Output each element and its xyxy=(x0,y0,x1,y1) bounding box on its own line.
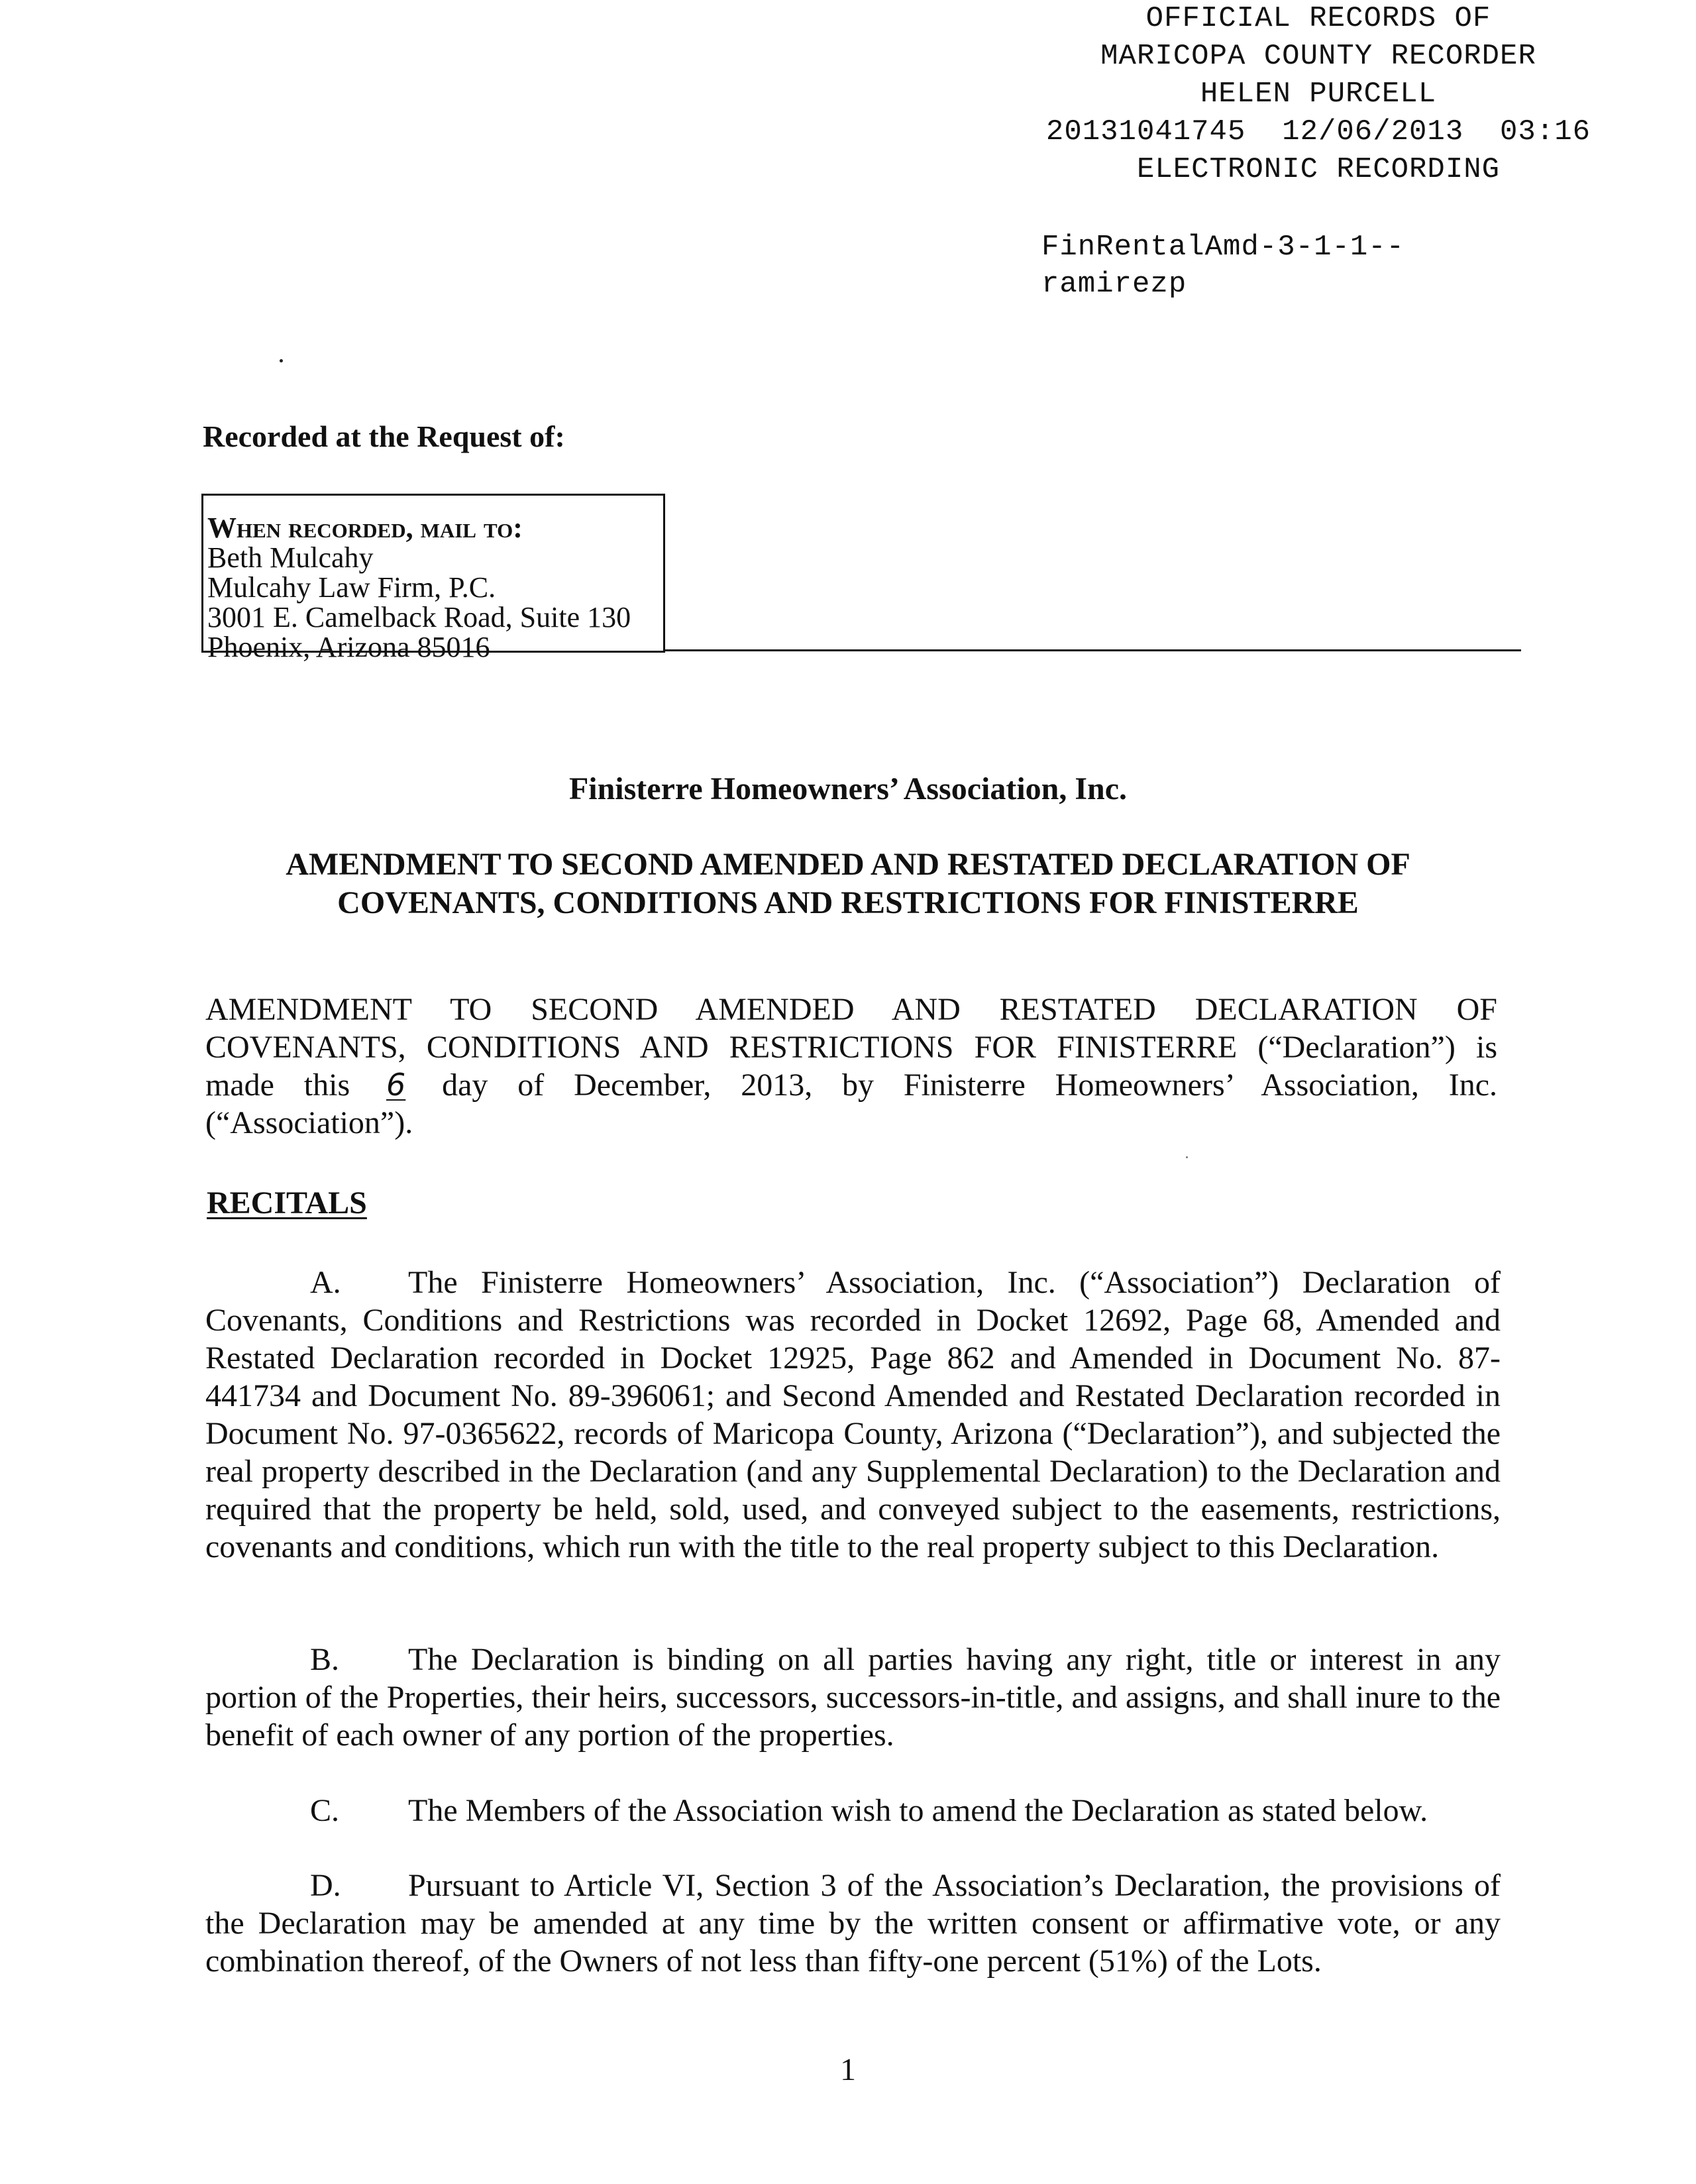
scan-speck xyxy=(280,359,283,362)
recital-letter: A. xyxy=(310,1265,341,1300)
stamp-line-official-records: OFFICIAL RECORDS OF xyxy=(1145,2,1491,35)
recording-stamp xyxy=(954,0,1683,189)
association-title: Finisterre Homeowners’ Association, Inc. xyxy=(568,771,1128,806)
intro-line-1: AMENDMENT TO SECOND AMENDED AND RESTATED DECLARATION OF xyxy=(205,992,1497,1027)
intro-line-4: (“Association”). xyxy=(205,1105,413,1140)
recital-text: Pursuant to Article VI, Section 3 of the Association’s Declaration, the provisions of the Declaration may be amended at any time by the written consent or affirmative vote, or any combination thereof, of the Owners of not less than fifty-one percent (51%) of the Lots. xyxy=(205,1868,1501,1979)
intro-line-2: COVENANTS, CONDITIONS AND RESTRICTIONS FOR FINISTERRE (“Declaration”) is xyxy=(205,1030,1497,1065)
recital-b xyxy=(205,1641,1501,1754)
page-number: 1 xyxy=(840,2052,856,2087)
stamp-operator: ramirezp xyxy=(1041,268,1187,301)
mail-to-heading: When recorded, mail to: xyxy=(207,512,523,544)
stamp-document-code xyxy=(1041,229,1404,303)
intro-made-this: made this xyxy=(205,1067,350,1103)
recital-text: The Finisterre Homeowners’ Association, Inc. (“Association”) Declaration of Covenants, Conditions and Restrictions was recorded in Docket 12692, Page 68, Amended and Restated Declaration recorded in Docket 12925, Page 862 and Amended in Document No. 87-441734 and Document No. 89-396061; and Second Amended and Restated Declaration recorded in Document No. 97-0365622, records of Maricopa County, Arizona (“Declaration”), and subjected the real property described in the Declaration (and any Supplemental Declaration) to the Declaration and required that the property be held, sold, used, and conveyed subject to the easements, restrictions, covenants and conditions, which run with the title to the real property subject to this Declaration. xyxy=(205,1265,1501,1564)
recital-a xyxy=(205,1264,1501,1566)
stamp-line-record-number: 20131041745 12/06/2013 03:16 xyxy=(1045,115,1591,148)
header-divider xyxy=(665,649,1521,651)
mail-to-firm: Mulcahy Law Firm, P.C. xyxy=(207,571,496,604)
recitals-heading: RECITALS xyxy=(207,1185,367,1221)
document-title-line-2: COVENANTS, CONDITIONS AND RESTRICTIONS FOR FINISTERRE xyxy=(337,885,1359,920)
stamp-line-recorder-name: HELEN PURCELL xyxy=(1200,78,1437,111)
intro-line-3-rest: day of December, 2013, by Finisterre Homeowners’ Association, Inc. xyxy=(442,1067,1498,1103)
stamp-line-county-recorder: MARICOPA COUNTY RECORDER xyxy=(1100,40,1536,73)
recital-c xyxy=(205,1792,1501,1829)
mail-to-street: 3001 E. Camelback Road, Suite 130 xyxy=(207,601,631,633)
recital-text: The Members of the Association wish to amend the Declaration as stated below. xyxy=(408,1793,1428,1828)
handwritten-day: 6 xyxy=(386,1067,406,1103)
recorded-request-label: Recorded at the Request of: xyxy=(203,419,565,453)
recital-letter: B. xyxy=(310,1642,340,1677)
stamp-line-recording-type: ELECTRONIC RECORDING xyxy=(1136,153,1501,186)
mail-to-city: Phoenix, Arizona 85016 xyxy=(207,631,490,663)
recital-text: The Declaration is binding on all parties having any right, title or interest in any portion of the Properties, their heirs, successors, successors-in-title, and assigns, and shall inure to the benefit of each owner of any portion of the properties. xyxy=(205,1642,1501,1753)
intro-paragraph xyxy=(205,991,1497,1142)
document-title xyxy=(199,846,1497,922)
recital-d xyxy=(205,1867,1501,1980)
mail-to-name: Beth Mulcahy xyxy=(207,541,374,574)
mail-to-box xyxy=(201,494,665,663)
scan-speck-2 xyxy=(1186,1156,1188,1158)
document-title-line-1: AMENDMENT TO SECOND AMENDED AND RESTATED DECLARATION OF xyxy=(286,847,1410,882)
recital-letter: D. xyxy=(310,1868,341,1903)
recital-letter: C. xyxy=(310,1793,340,1828)
intro-line-3 xyxy=(205,1066,1497,1104)
stamp-doc-code: FinRentalAmd-3-1-1-- xyxy=(1041,231,1405,264)
